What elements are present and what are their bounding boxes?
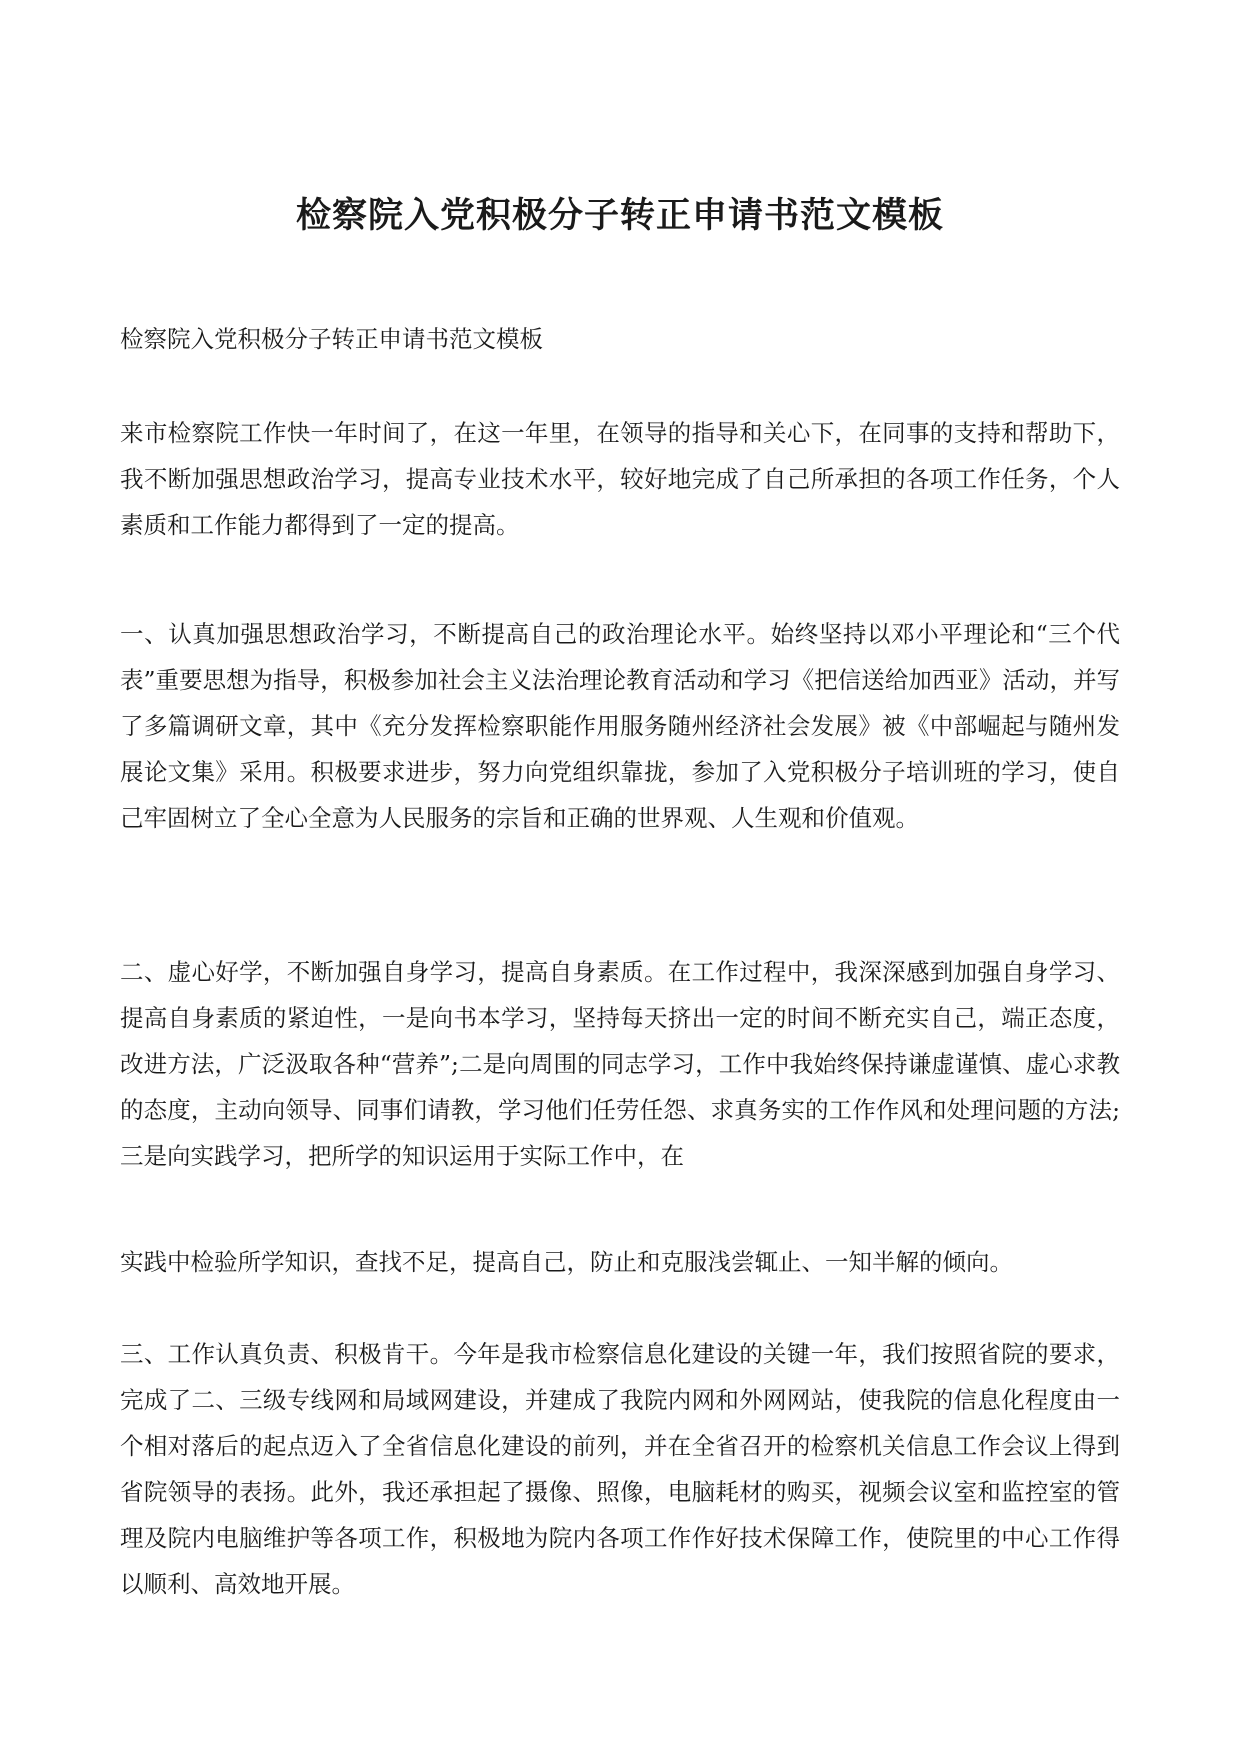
- paragraph-section-one: 一、认真加强思想政治学习，不断提高自己的政治理论水平。始终坚持以邓小平理论和“三个代表”重要思想为指导，积极参加社会主义法治理论教育活动和学习《把信送给加西亚》活动，并写了多篇调研文章，其中《充分发挥检察职能作用服务随州经济社会发展》被《中部崛起与随州发展论文集》采用。积极要求进步，努力向党组织靠拢，参加了入党积极分子培训班的学习，使自己牢固树立了全心全意为人民服务的宗旨和正确的世界观、人生观和价值观。: [120, 620, 1120, 832]
- paragraph-section-two-continued: 实践中检验所学知识，查找不足，提高自己，防止和克服浅尝辄止、一知半解的倾向。: [120, 1248, 1013, 1276]
- paragraph-intro: 来市检察院工作快一年时间了，在这一年里，在领导的指导和关心下，在同事的支持和帮助下，我不断加强思想政治学习，提高专业技术水平，较好地完成了自己所承担的各项工作任务，个人素质和工作能力都得到了一定的提高。: [120, 419, 1120, 539]
- document-title: 检察院入党积极分子转正申请书范文模板: [295, 195, 944, 236]
- paragraph-section-three: 三、工作认真负责、积极肯干。今年是我市检察信息化建设的关键一年，我们按照省院的要求，完成了二、三级专线网和局域网建设，并建成了我院内网和外网网站，使我院的信息化程度由一个相对落后的起点迈入了全省信息化建设的前列，并在全省召开的检察机关信息工作会议上得到省院领导的表扬。此外，我还承担起了摄像、照像，电脑耗材的购买，视频会议室和监控室的管理及院内电脑维护等各项工作，积极地为院内各项工作作好技术保障工作，使院里的中心工作得以顺利、高效地开展。: [120, 1340, 1120, 1598]
- paragraph-section-two: 二、虚心好学，不断加强自身学习，提高自身素质。在工作过程中，我深深感到加强自身学习、提高自身素质的紧迫性，一是向书本学习，坚持每天挤出一定的时间不断充实自己，端正态度，改进方法，广泛汲取各种“营养”;二是向周围的同志学习，工作中我始终保持谦虚谨慎、虚心求教的态度，主动向领导、同事们请教，学习他们任劳任怨、求真务实的工作作风和处理问题的方法;三是向实践学习，把所学的知识运用于实际工作中，在: [120, 958, 1120, 1170]
- document-subtitle: 检察院入党积极分子转正申请书范文模板: [120, 325, 543, 353]
